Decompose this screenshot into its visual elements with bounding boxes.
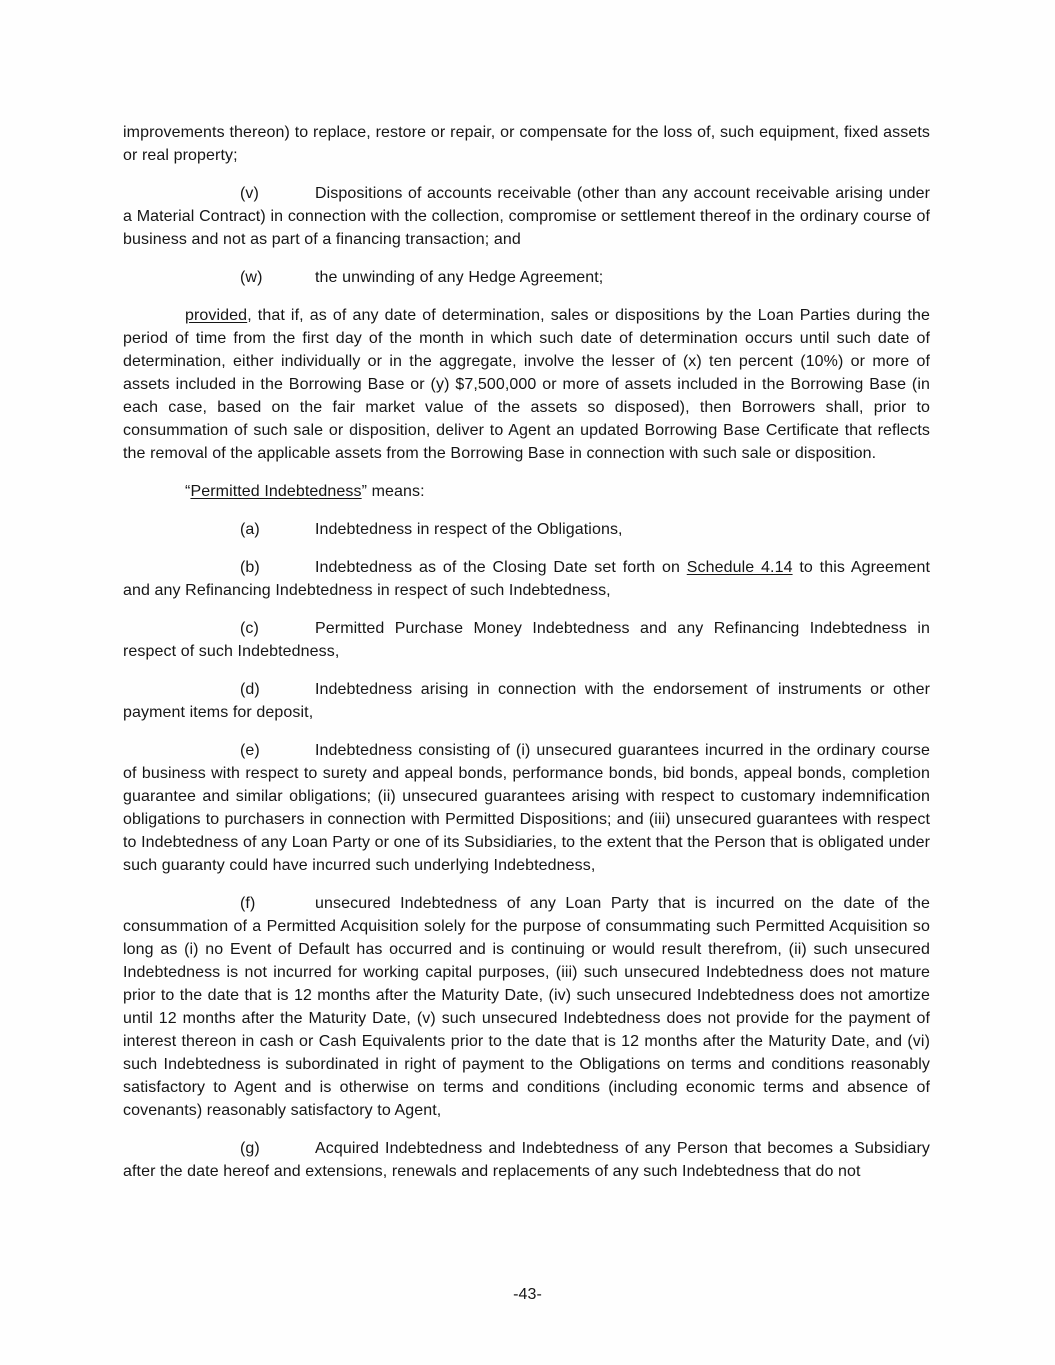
schedule-reference: Schedule 4.14: [686, 559, 793, 576]
paragraph-continuation: [123, 121, 930, 167]
clause-text: Indebtedness as of the Closing Date set forth on: [315, 559, 687, 576]
clause-text: Dispositions of accounts receivable (other than any account receivable arising under a Material Contract) in connection with the collection, compromise or settlement thereof in the ordinary course of business and not as part of a financing transaction; and: [123, 185, 930, 248]
defined-term-underlined: Permitted Indebtedness: [190, 483, 362, 500]
clause-label: (d): [240, 681, 260, 698]
clause-label: (v): [240, 185, 259, 202]
clause-text: to this Agreement and any Refinancing Indebtedness in respect of such Indebtedness,: [123, 559, 930, 599]
clause-g: [123, 1137, 930, 1183]
definition-text: ” means:: [361, 483, 425, 500]
proviso-text: , that if, as of any date of determination, sales or dispositions by the Loan Parties during the period of time from the first day of the month in which such date of determination occurs until such date of determination, either individually or in the aggregate, involve the lesser of (x) ten percent (10%) or more of assets included in the Borrowing Base or (y) $7,500,000 or more of assets included in the Borrowing Base (in each case, based on the fair market value of the assets so disposed), then Borrowers shall, prior to consummation of such sale or disposition, deliver to Agent an updated Borrowing Base Certificate that reflects the removal of the applicable assets from the Borrowing Base in connection with such sale or disposition.: [123, 307, 930, 462]
paragraph-text: improvements thereon) to replace, restore or repair, or compensate for the loss of, such equipment, fixed assets or real property;: [123, 124, 930, 164]
clause-label: (c): [240, 620, 259, 637]
clause-e: [123, 739, 930, 877]
clause-d: [123, 678, 930, 724]
definition-paragraph: [123, 480, 930, 503]
clause-text: Acquired Indebtedness and Indebtedness of any Person that becomes a Subsidiary after the date hereof and extensions, renewals and replacements of any such Indebtedness that do not: [123, 1140, 930, 1180]
clause-text: unsecured Indebtedness of any Loan Party that is incurred on the date of the consummation of a Permitted Acquisition solely for the purpose of consummating such Permitted Acquisition so long as (i) no Event of Default has occurred and is continuing or would result therefrom, (ii) such unsecured Indebtedness is not incurred for working capital purposes, (iii) such unsecured Indebtedness does not mature prior to the date that is 12 months after the Maturity Date, (iv) such unsecured Indebtedness does not amortize until 12 months after the Maturity Date, (v) such unsecured Indebtedness does not provide for the payment of interest thereon in cash or Cash Equivalents prior to the date that is 12 months after the Maturity Date, and (vi) such Indebtedness is subordinated in right of payment to the Obligations on terms and conditions reasonably satisfactory to Agent and is otherwise on terms and conditions (including economic terms and absence of covenants) reasonably satisfactory to Agent,: [123, 895, 930, 1119]
clause-c: [123, 617, 930, 663]
clause-text: Permitted Purchase Money Indebtedness and any Refinancing Indebtedness in respect of such Indebtedness,: [123, 620, 930, 660]
clause-text: Indebtedness arising in connection with the endorsement of instruments or other payment items for deposit,: [123, 681, 930, 721]
clause-label: (f): [240, 895, 256, 912]
clause-text: Indebtedness in respect of the Obligations,: [315, 521, 623, 538]
clause-v: [123, 182, 930, 251]
proviso-lead-underlined: provided: [185, 307, 248, 324]
clause-text: the unwinding of any Hedge Agreement;: [315, 269, 604, 286]
clause-label: (w): [240, 269, 263, 286]
open-quote: “: [185, 483, 191, 500]
clause-a: [123, 518, 930, 541]
clause-label: (g): [240, 1140, 260, 1157]
document-body: [123, 121, 930, 1198]
clause-w: [123, 266, 930, 289]
page-number: -43-: [513, 1286, 542, 1303]
clause-label: (e): [240, 742, 260, 759]
clause-label: (b): [240, 559, 260, 576]
proviso-paragraph: [123, 304, 930, 465]
clause-f: [123, 892, 930, 1122]
clause-label: (a): [240, 521, 260, 538]
clause-text: Indebtedness consisting of (i) unsecured guarantees incurred in the ordinary course of business with respect to surety and appeal bonds, performance bonds, bid bonds, appeal bonds, completion guarantee and similar obligations; (ii) unsecured guarantees arising with respect to customary indemnification obligations to purchasers in connection with Permitted Dispositions; and (iii) unsecured guarantees with respect to Indebtedness of any Loan Party or one of its Subsidiaries, to the extent that the Person that is obligated under such guaranty could have incurred such underlying Indebtedness,: [123, 742, 930, 874]
clause-b: [123, 556, 930, 602]
